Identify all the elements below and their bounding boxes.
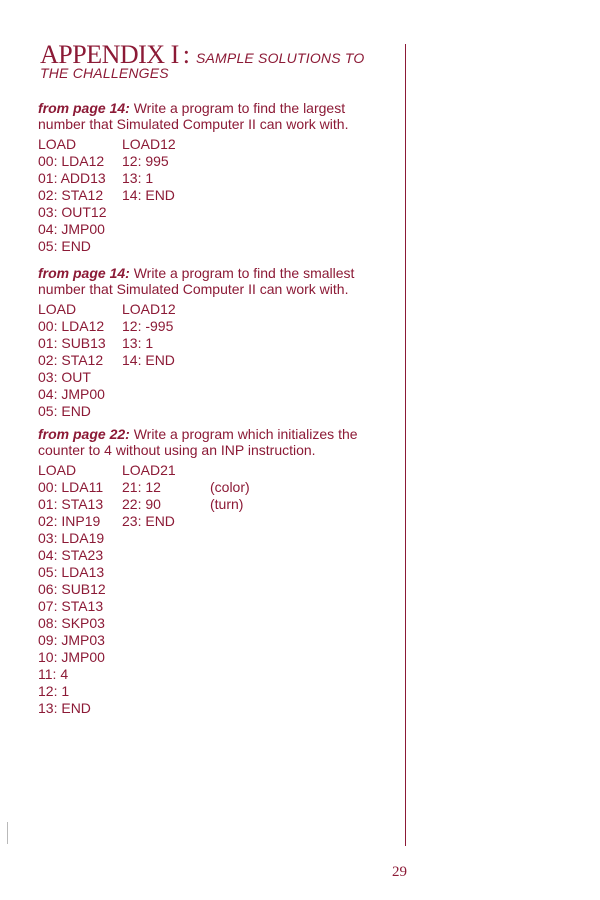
code-data-cell: 13: 1 <box>122 335 154 351</box>
code-address-cell: 05: LDA13 <box>38 564 105 580</box>
code-address-cell: 03: LDA19 <box>38 530 105 546</box>
code-data-cell <box>122 386 210 403</box>
code-address-cell: 02: INP19 <box>38 513 101 529</box>
appendix-heading: APPENDIX I <box>40 40 179 69</box>
code-address-cell: 02: STA12 <box>38 352 104 368</box>
code-address-cell: LOAD <box>38 136 77 152</box>
code-data-cell: 12: -995 <box>122 318 174 334</box>
code-row <box>38 530 398 547</box>
code-row <box>38 632 398 649</box>
solution-section-2 <box>38 265 398 420</box>
code-address-cell: 05: END <box>38 238 91 254</box>
code-row <box>38 187 398 204</box>
code-row <box>38 352 398 369</box>
code-row <box>38 136 398 153</box>
section-text-line2: counter to 4 without using an INP instruction. <box>38 442 316 458</box>
section-text-line1: Write a program to find the largest <box>129 100 346 116</box>
code-data-cell <box>122 598 210 615</box>
code-data-cell: 21: 12 <box>122 479 161 495</box>
code-data-cell <box>122 221 210 238</box>
code-row <box>38 496 398 513</box>
code-address-cell: 03: OUT12 <box>38 204 107 220</box>
code-address-cell: 01: STA13 <box>38 496 104 512</box>
code-data-cell <box>122 700 210 717</box>
code-address-cell: 10: JMP00 <box>38 649 105 665</box>
code-data-cell: 23: END <box>122 513 175 529</box>
code-address-cell: 00: LDA12 <box>38 153 105 169</box>
code-row <box>38 170 398 187</box>
code-row <box>38 683 398 700</box>
vertical-rule <box>405 44 406 846</box>
code-address-cell: 11: 4 <box>38 666 69 682</box>
page-edge-mark <box>7 822 8 844</box>
code-address-cell: 03: OUT <box>38 369 91 385</box>
code-data-cell: 14: END <box>122 187 175 203</box>
code-listing <box>38 462 398 717</box>
code-listing <box>38 136 398 255</box>
code-row <box>38 301 398 318</box>
code-data-cell <box>122 666 210 683</box>
code-address-cell: 07: STA13 <box>38 598 104 614</box>
section-intro <box>38 426 398 458</box>
code-address-cell: 04: JMP00 <box>38 221 105 237</box>
code-row <box>38 386 398 403</box>
code-row <box>38 462 398 479</box>
code-address-cell: 00: LDA11 <box>38 479 104 495</box>
code-address-cell: 01: ADD13 <box>38 170 106 186</box>
code-data-cell <box>122 403 210 420</box>
code-row <box>38 513 398 530</box>
code-data-cell <box>122 530 210 547</box>
section-intro <box>38 100 398 132</box>
section-text-line1: Write a program to find the smallest <box>129 265 355 281</box>
code-address-cell: 01: SUB13 <box>38 335 106 351</box>
code-comment-cell: (turn) <box>210 496 244 512</box>
code-row <box>38 547 398 564</box>
section-lead: from page 14: <box>38 265 130 281</box>
code-row <box>38 598 398 615</box>
title-colon: : <box>182 40 190 69</box>
code-data-cell <box>122 683 210 700</box>
section-lead: from page 22: <box>38 426 130 442</box>
code-data-cell <box>122 649 210 666</box>
code-address-cell: 04: JMP00 <box>38 386 105 402</box>
code-address-cell: LOAD <box>38 462 77 478</box>
code-data-cell <box>122 238 210 255</box>
code-row <box>38 615 398 632</box>
code-address-cell: 06: SUB12 <box>38 581 106 597</box>
code-row <box>38 318 398 335</box>
code-row <box>38 238 398 255</box>
code-data-cell: LOAD21 <box>122 462 176 478</box>
code-data-cell <box>122 369 210 386</box>
code-row <box>38 581 398 598</box>
code-address-cell: LOAD <box>38 301 77 317</box>
code-row <box>38 153 398 170</box>
code-address-cell: 00: LDA12 <box>38 318 105 334</box>
code-address-cell: 13: END <box>38 700 91 716</box>
section-text-line2: number that Simulated Computer II can work with. <box>38 281 349 297</box>
code-row <box>38 649 398 666</box>
section-lead: from page 14: <box>38 100 130 116</box>
code-data-cell <box>122 547 210 564</box>
title-subtitle-line1: SAMPLE SOLUTIONS TO <box>195 50 365 66</box>
code-address-cell: 08: SKP03 <box>38 615 105 631</box>
code-row <box>38 335 398 352</box>
code-row <box>38 479 398 496</box>
code-data-cell: 13: 1 <box>122 170 154 186</box>
code-row <box>38 403 398 420</box>
code-address-cell: 09: JMP03 <box>38 632 105 648</box>
code-row <box>38 564 398 581</box>
section-text-line1: Write a program which initializes the <box>129 426 358 442</box>
code-data-cell <box>122 564 210 581</box>
section-text-line2: number that Simulated Computer II can work with. <box>38 116 349 132</box>
code-data-cell <box>122 632 210 649</box>
code-data-cell: LOAD12 <box>122 136 176 152</box>
code-address-cell: 05: END <box>38 403 91 419</box>
page-number: 29 <box>392 864 407 880</box>
code-comment-cell: (color) <box>210 479 250 495</box>
code-address-cell: 12: 1 <box>38 683 70 699</box>
solution-section-1 <box>38 100 398 255</box>
code-row <box>38 204 398 221</box>
code-data-cell: 12: 995 <box>122 153 169 169</box>
code-row <box>38 221 398 238</box>
code-address-cell: 04: STA23 <box>38 547 104 563</box>
code-row <box>38 369 398 386</box>
section-intro <box>38 265 398 297</box>
solution-section-3 <box>38 426 398 717</box>
title-subtitle-line2: THE CHALLENGES <box>40 65 169 81</box>
code-address-cell: 02: STA12 <box>38 187 104 203</box>
code-listing <box>38 301 398 420</box>
code-data-cell <box>122 204 210 221</box>
code-data-cell: 14: END <box>122 352 175 368</box>
code-row <box>38 700 398 717</box>
code-data-cell: LOAD12 <box>122 301 176 317</box>
code-data-cell: 22: 90 <box>122 496 161 512</box>
code-data-cell <box>122 581 210 598</box>
code-data-cell <box>122 615 210 632</box>
code-row <box>38 666 398 683</box>
